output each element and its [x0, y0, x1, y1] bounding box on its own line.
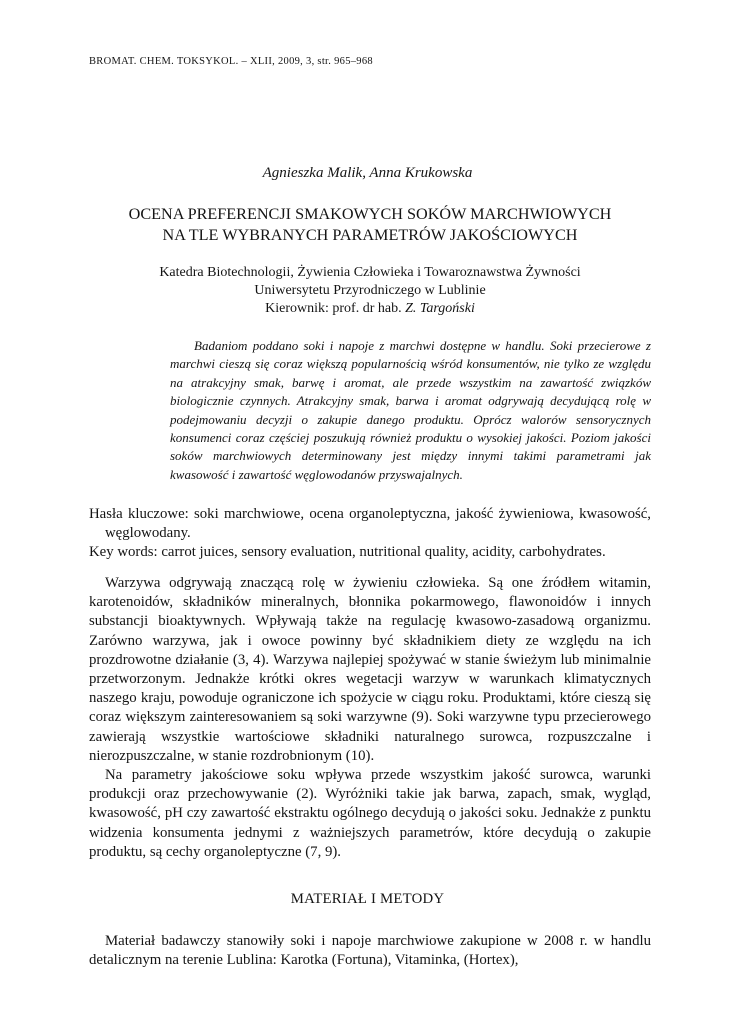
- keywords-block: [89, 505, 651, 562]
- article-title: [60, 204, 680, 246]
- article-authors: Agnieszka Malik, Anna Krukowska: [262, 165, 473, 181]
- article-abstract: Badaniom poddano soki i napoje z marchwi dostępne w handlu. Soki przecierowe z marchwi cieszą się coraz większą popularnością wśród konsumentów, nie tylko ze względu na atrakcyjny smak, barwę i aromat, ale przede wszystkim na zawartość związków biologicznie czynnych. Atrakcyjny smak, barwa i aromat odgrywają decydującą rolę w podejmowaniu decyzji o zakupie danego produktu. Oprócz walorów sensorycznych konsumenci coraz częściej poszukują również produktu o wysokiej jakości. Poziom jakości soków marchwiowych determinowany jest między innymi takimi parametrami jak kwasowość i zawartość węglowodanów przyswajalnych.: [170, 338, 651, 482]
- affiliation-head-prefix: Kierownik: prof. dr hab.: [265, 301, 402, 316]
- keywords-english: Key words: carrot juices, sensory evaluation, nutritional quality, acidity, carbohydrates.: [89, 544, 606, 560]
- introduction-text: [89, 574, 651, 862]
- affiliation-university: Uniwersytetu Przyrodniczego w Lublinie: [254, 283, 486, 298]
- journal-citation-header: BROMAT. CHEM. TOKSYKOL. – XLII, 2009, 3, str. 965–968: [89, 56, 373, 67]
- keywords-polish: Hasła kluczowe: soki marchwiowe, ocena organoleptyczna, jakość żywieniowa, kwasowość, węglowodany.: [89, 506, 651, 541]
- affiliation-head: [60, 300, 680, 318]
- author-affiliation: [60, 264, 680, 318]
- body-paragraph-3: Materiał badawczy stanowiły soki i napoje marchwiowe zakupione w 2008 r. w handlu detalicznym na terenie Lublina: Karotka (Fortuna), Vitaminka, (Hortex),: [89, 933, 651, 969]
- affiliation-department: Katedra Biotechnologii, Żywienia Człowieka i Towaroznawstwa Żywności: [159, 265, 581, 280]
- article-title-line-1: OCENA PREFERENCJI SMAKOWYCH SOKÓW MARCHWIOWYCH: [128, 205, 612, 223]
- affiliation-head-name: Z. Targoński: [405, 301, 475, 316]
- materials-methods-text: [89, 932, 651, 970]
- section-heading-materials-methods: MATERIAŁ I METODY: [290, 891, 445, 907]
- body-paragraph-2: Na parametry jakościowe soku wpływa przede wszystkim jakość surowca, warunki produkcji oraz przechowywanie (2). Wyróżniki takie jak barwa, zapach, smak, wygląd, kwasowość, pH czy zawartość ekstraktu ogólnego decydują o jakości soku. Jednakże z punktu widzenia konsumenta jednymi z ważniejszych parametrów, które decydują o zakupie produktu, są cechy organoleptyczne (7, 9).: [89, 767, 651, 860]
- body-paragraph-1: Warzywa odgrywają znaczącą rolę w żywieniu człowieka. Są one źródłem witamin, karotenoidów, składników mineralnych, błonnika pokarmowego, flawonoidów i innych substancji bioaktywnych. Wpływają także na regulację kwasowo-zasadową organizmu. Zarówno warzywa, jak i owoce powinny być składnikiem diety ze względu na ich prozdrowotne działanie (3, 4). Warzywa najlepiej spożywać w stanie świeżym lub minimalnie przetworzonym. Jednakże krótki okres wegetacji warzyw w warunkach klimatycznych naszego kraju, powoduje ograniczone ich spożycie w ciągu roku. Produktami, które cieszą się coraz większym zainteresowaniem są soki warzywne (9). Soki warzywne typu przecierowego zawierają wszystkie wartościowe składniki naturalnego surowca, rozpuszczalne i nierozpuszczalne, w stanie rozdrobnionym (10).: [89, 575, 651, 764]
- article-title-line-2: NA TLE WYBRANYCH PARAMETRÓW JAKOŚCIOWYCH: [162, 226, 578, 244]
